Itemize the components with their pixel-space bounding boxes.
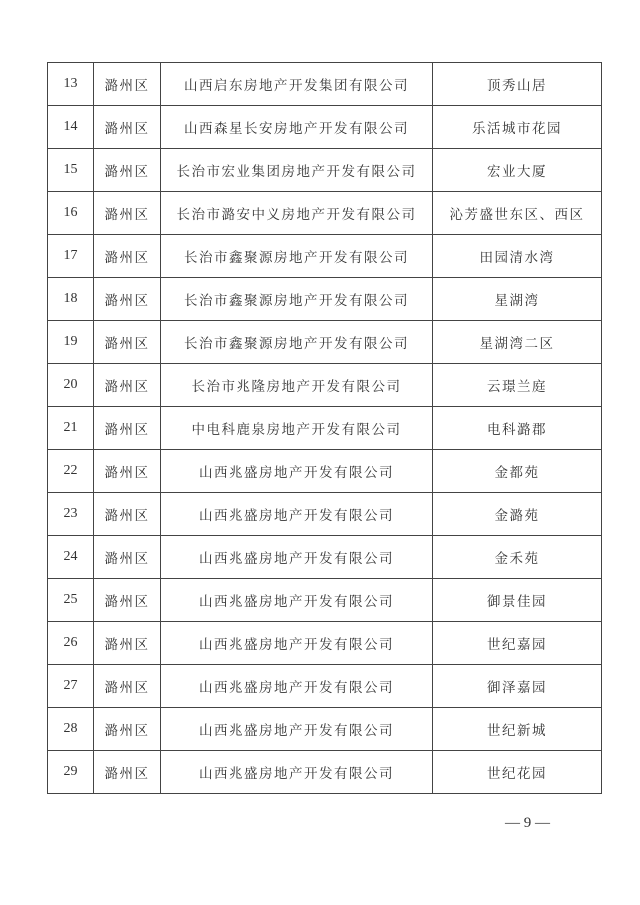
row-number: 29 bbox=[48, 751, 94, 794]
company-cell: 山西兆盛房地产开发有限公司 bbox=[161, 665, 433, 708]
district-cell: 潞州区 bbox=[94, 622, 161, 665]
table-row bbox=[48, 364, 602, 407]
project-cell: 云璟兰庭 bbox=[433, 364, 602, 407]
table-row bbox=[48, 278, 602, 321]
company-cell: 长治市鑫聚源房地产开发有限公司 bbox=[161, 278, 433, 321]
company-cell: 中电科鹿泉房地产开发有限公司 bbox=[161, 407, 433, 450]
project-cell: 沁芳盛世东区、西区 bbox=[433, 192, 602, 235]
district-cell: 潞州区 bbox=[94, 235, 161, 278]
company-cell: 长治市鑫聚源房地产开发有限公司 bbox=[161, 321, 433, 364]
district-cell: 潞州区 bbox=[94, 407, 161, 450]
district-cell: 潞州区 bbox=[94, 149, 161, 192]
row-number: 21 bbox=[48, 407, 94, 450]
table-row bbox=[48, 63, 602, 106]
table-row bbox=[48, 192, 602, 235]
company-cell: 山西兆盛房地产开发有限公司 bbox=[161, 708, 433, 751]
row-number: 15 bbox=[48, 149, 94, 192]
company-cell: 山西森星长安房地产开发有限公司 bbox=[161, 106, 433, 149]
row-number: 20 bbox=[48, 364, 94, 407]
district-cell: 潞州区 bbox=[94, 278, 161, 321]
table-row bbox=[48, 321, 602, 364]
row-number: 26 bbox=[48, 622, 94, 665]
table-row bbox=[48, 536, 602, 579]
company-cell: 山西兆盛房地产开发有限公司 bbox=[161, 493, 433, 536]
row-number: 17 bbox=[48, 235, 94, 278]
table-row bbox=[48, 622, 602, 665]
district-cell: 潞州区 bbox=[94, 751, 161, 794]
company-cell: 长治市鑫聚源房地产开发有限公司 bbox=[161, 235, 433, 278]
project-cell: 田园清水湾 bbox=[433, 235, 602, 278]
district-cell: 潞州区 bbox=[94, 63, 161, 106]
page-number: — 9 — bbox=[505, 815, 550, 831]
district-cell: 潞州区 bbox=[94, 493, 161, 536]
row-number: 13 bbox=[48, 63, 94, 106]
project-cell: 乐活城市花园 bbox=[433, 106, 602, 149]
row-number: 16 bbox=[48, 192, 94, 235]
table-row bbox=[48, 493, 602, 536]
table-row bbox=[48, 665, 602, 708]
project-cell: 顶秀山居 bbox=[433, 63, 602, 106]
row-number: 18 bbox=[48, 278, 94, 321]
company-cell: 山西兆盛房地产开发有限公司 bbox=[161, 579, 433, 622]
project-cell: 星湖湾 bbox=[433, 278, 602, 321]
district-cell: 潞州区 bbox=[94, 450, 161, 493]
project-cell: 御景佳园 bbox=[433, 579, 602, 622]
table-row bbox=[48, 106, 602, 149]
row-number: 19 bbox=[48, 321, 94, 364]
district-cell: 潞州区 bbox=[94, 364, 161, 407]
row-number: 22 bbox=[48, 450, 94, 493]
company-cell: 长治市兆隆房地产开发有限公司 bbox=[161, 364, 433, 407]
district-cell: 潞州区 bbox=[94, 192, 161, 235]
project-cell: 金禾苑 bbox=[433, 536, 602, 579]
district-cell: 潞州区 bbox=[94, 321, 161, 364]
table-row bbox=[48, 450, 602, 493]
table-row bbox=[48, 235, 602, 278]
company-cell: 长治市宏业集团房地产开发有限公司 bbox=[161, 149, 433, 192]
company-cell: 山西兆盛房地产开发有限公司 bbox=[161, 622, 433, 665]
table-row bbox=[48, 751, 602, 794]
project-cell: 世纪新城 bbox=[433, 708, 602, 751]
company-cell: 山西启东房地产开发集团有限公司 bbox=[161, 63, 433, 106]
district-cell: 潞州区 bbox=[94, 665, 161, 708]
row-number: 14 bbox=[48, 106, 94, 149]
project-table bbox=[47, 62, 602, 794]
company-cell: 长治市潞安中义房地产开发有限公司 bbox=[161, 192, 433, 235]
table-row bbox=[48, 407, 602, 450]
row-number: 24 bbox=[48, 536, 94, 579]
project-cell: 星湖湾二区 bbox=[433, 321, 602, 364]
project-cell: 宏业大厦 bbox=[433, 149, 602, 192]
district-cell: 潞州区 bbox=[94, 536, 161, 579]
project-cell: 金潞苑 bbox=[433, 493, 602, 536]
company-cell: 山西兆盛房地产开发有限公司 bbox=[161, 536, 433, 579]
row-number: 25 bbox=[48, 579, 94, 622]
project-cell: 金都苑 bbox=[433, 450, 602, 493]
company-cell: 山西兆盛房地产开发有限公司 bbox=[161, 450, 433, 493]
project-cell: 世纪花园 bbox=[433, 751, 602, 794]
project-cell: 世纪嘉园 bbox=[433, 622, 602, 665]
row-number: 27 bbox=[48, 665, 94, 708]
row-number: 23 bbox=[48, 493, 94, 536]
table-row bbox=[48, 708, 602, 751]
company-cell: 山西兆盛房地产开发有限公司 bbox=[161, 751, 433, 794]
district-cell: 潞州区 bbox=[94, 106, 161, 149]
project-cell: 御泽嘉园 bbox=[433, 665, 602, 708]
district-cell: 潞州区 bbox=[94, 708, 161, 751]
table-row bbox=[48, 579, 602, 622]
table-row bbox=[48, 149, 602, 192]
row-number: 28 bbox=[48, 708, 94, 751]
district-cell: 潞州区 bbox=[94, 579, 161, 622]
project-cell: 电科潞郡 bbox=[433, 407, 602, 450]
